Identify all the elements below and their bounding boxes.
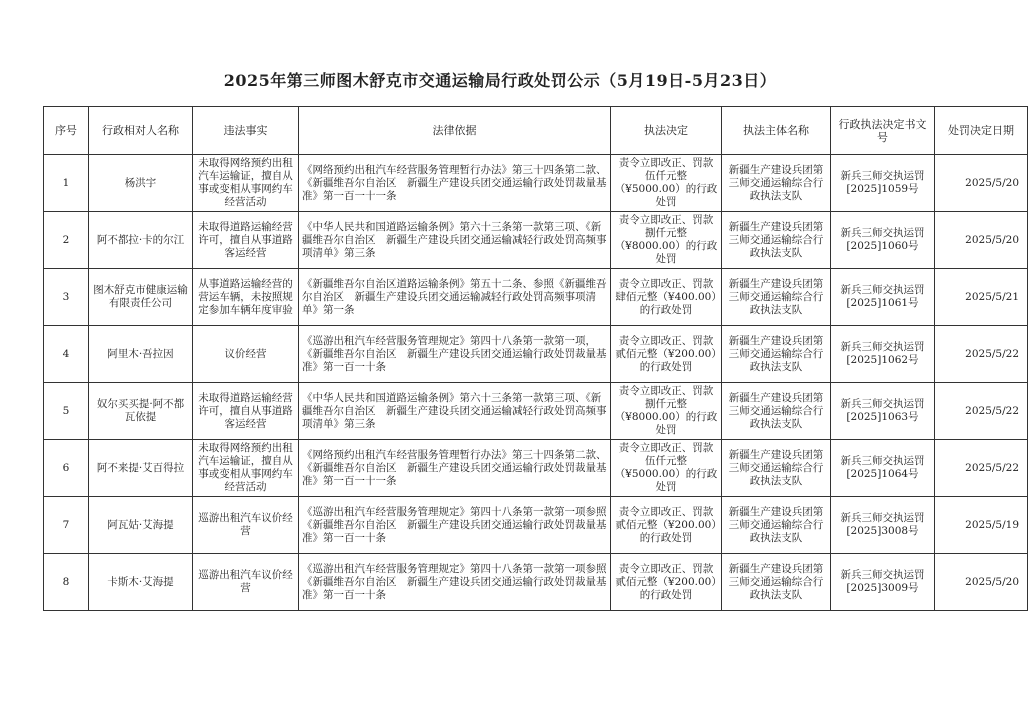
cell-party: 杨洪宇 bbox=[89, 155, 193, 212]
cell-legal-basis: 《网络预约出租汽车经营服务管理暂行办法》第三十四条第二款、《新疆维吾尔自治区 新疆生产建设兵团交通运输行政处罚裁量基准》第一百一十一条 bbox=[299, 155, 611, 212]
cell-date: 2025/5/21 bbox=[935, 269, 1028, 326]
penalty-table bbox=[43, 106, 1028, 611]
cell-legal-basis: 《中华人民共和国道路运输条例》第六十三条第一款第三项、《新疆维吾尔自治区 新疆生产建设兵团交通运输减轻行政处罚高频事项清单》第三条 bbox=[299, 212, 611, 269]
cell-legal-basis: 《巡游出租汽车经营服务管理规定》第四十八条第一款第一项参照《新疆维吾尔自治区 新疆生产建设兵团交通运输行政处罚裁量基准》第一百一十条 bbox=[299, 497, 611, 554]
cell-party: 奴尔买买提·阿不都瓦依提 bbox=[89, 383, 193, 440]
cell-doc-number: 新兵三师交执运罚[2025]1059号 bbox=[831, 155, 935, 212]
cell-index: 8 bbox=[44, 554, 89, 611]
header-cell-date: 处罚决定日期 bbox=[935, 107, 1028, 155]
cell-violation: 未取得道路运输经营许可，擅自从事道路客运经营 bbox=[193, 212, 299, 269]
table-row bbox=[44, 554, 1028, 611]
table-header-row bbox=[44, 107, 1028, 155]
cell-party: 阿瓦姑·艾海提 bbox=[89, 497, 193, 554]
cell-decision: 责令立即改正、罚款肆佰元整（¥400.00）的行政处罚 bbox=[611, 269, 722, 326]
cell-decision: 责令立即改正、罚款伍仟元整（¥5000.00）的行政处罚 bbox=[611, 155, 722, 212]
cell-party: 阿不来提·艾百得拉 bbox=[89, 440, 193, 497]
cell-decision: 责令立即改正、罚款贰佰元整（¥200.00）的行政处罚 bbox=[611, 497, 722, 554]
cell-violation: 从事道路运输经营的营运车辆，未按照规定参加车辆年度审验 bbox=[193, 269, 299, 326]
cell-doc-number: 新兵三师交执运罚[2025]1063号 bbox=[831, 383, 935, 440]
header-cell-party: 行政相对人名称 bbox=[89, 107, 193, 155]
cell-legal-basis: 《巡游出租汽车经营服务管理规定》第四十八条第一款第一项参照《新疆维吾尔自治区 新疆生产建设兵团交通运输行政处罚裁量基准》第一百一十条 bbox=[299, 554, 611, 611]
cell-index: 1 bbox=[44, 155, 89, 212]
cell-decision: 责令立即改正、罚款捌仟元整（¥8000.00）的行政处罚 bbox=[611, 212, 722, 269]
cell-date: 2025/5/20 bbox=[935, 155, 1028, 212]
cell-party: 卡斯木·艾海提 bbox=[89, 554, 193, 611]
cell-legal-basis: 《中华人民共和国道路运输条例》第六十三条第一款第三项、《新疆维吾尔自治区 新疆生产建设兵团交通运输减轻行政处罚高频事项清单》第三条 bbox=[299, 383, 611, 440]
cell-decision: 责令立即改正、罚款捌仟元整（¥8000.00）的行政处罚 bbox=[611, 383, 722, 440]
page-title: 2025年第三师图木舒克市交通运输局行政处罚公示（5月19日-5月23日） bbox=[223, 71, 777, 90]
cell-index: 7 bbox=[44, 497, 89, 554]
cell-doc-number: 新兵三师交执运罚[2025]1064号 bbox=[831, 440, 935, 497]
header-cell-decision: 执法决定 bbox=[611, 107, 722, 155]
cell-index: 4 bbox=[44, 326, 89, 383]
cell-authority: 新疆生产建设兵团第三师交通运输综合行政执法支队 bbox=[722, 383, 831, 440]
cell-violation: 未取得道路运输经营许可，擅自从事道路客运经营 bbox=[193, 383, 299, 440]
cell-date: 2025/5/22 bbox=[935, 440, 1028, 497]
header-cell-legal-basis: 法律依据 bbox=[299, 107, 611, 155]
cell-index: 2 bbox=[44, 212, 89, 269]
cell-violation: 巡游出租汽车议价经营 bbox=[193, 554, 299, 611]
cell-party: 阿不都拉·卡的尔江 bbox=[89, 212, 193, 269]
cell-legal-basis: 《新疆维吾尔自治区道路运输条例》第五十二条、参照《新疆维吾尔自治区 新疆生产建设兵团交通运输减轻行政处罚高频事项清单》第一条 bbox=[299, 269, 611, 326]
cell-violation: 未取得网络预约出租汽车运输证，擅自从事或变相从事网约车经营活动 bbox=[193, 155, 299, 212]
cell-authority: 新疆生产建设兵团第三师交通运输综合行政执法支队 bbox=[722, 440, 831, 497]
cell-party: 图木舒克市健康运输有限责任公司 bbox=[89, 269, 193, 326]
table-row bbox=[44, 440, 1028, 497]
table-row bbox=[44, 269, 1028, 326]
cell-authority: 新疆生产建设兵团第三师交通运输综合行政执法支队 bbox=[722, 554, 831, 611]
cell-index: 5 bbox=[44, 383, 89, 440]
cell-violation: 议价经营 bbox=[193, 326, 299, 383]
table-row bbox=[44, 212, 1028, 269]
cell-decision: 责令立即改正、罚款贰佰元整（¥200.00）的行政处罚 bbox=[611, 326, 722, 383]
cell-date: 2025/5/19 bbox=[935, 497, 1028, 554]
cell-party: 阿里木·吾拉因 bbox=[89, 326, 193, 383]
cell-date: 2025/5/20 bbox=[935, 212, 1028, 269]
cell-legal-basis: 《网络预约出租汽车经营服务管理暂行办法》第三十四条第二款、《新疆维吾尔自治区 新疆生产建设兵团交通运输行政处罚裁量基准》第一百一十一条 bbox=[299, 440, 611, 497]
table-row bbox=[44, 326, 1028, 383]
cell-legal-basis: 《巡游出租汽车经营服务管理规定》第四十八条第一款第一项，《新疆维吾尔自治区 新疆生产建设兵团交通运输行政处罚裁量基准》第一百一十条 bbox=[299, 326, 611, 383]
cell-violation: 未取得网络预约出租汽车运输证，擅自从事或变相从事网约车经营活动 bbox=[193, 440, 299, 497]
cell-index: 6 bbox=[44, 440, 89, 497]
header-cell-index: 序号 bbox=[44, 107, 89, 155]
header-cell-violation: 违法事实 bbox=[193, 107, 299, 155]
cell-decision: 责令立即改正、罚款贰佰元整（¥200.00）的行政处罚 bbox=[611, 554, 722, 611]
cell-decision: 责令立即改正、罚款伍仟元整（¥5000.00）的行政处罚 bbox=[611, 440, 722, 497]
cell-authority: 新疆生产建设兵团第三师交通运输综合行政执法支队 bbox=[722, 212, 831, 269]
cell-authority: 新疆生产建设兵团第三师交通运输综合行政执法支队 bbox=[722, 155, 831, 212]
table-row bbox=[44, 497, 1028, 554]
table-row bbox=[44, 155, 1028, 212]
header-cell-authority: 执法主体名称 bbox=[722, 107, 831, 155]
cell-index: 3 bbox=[44, 269, 89, 326]
cell-date: 2025/5/22 bbox=[935, 326, 1028, 383]
header-cell-doc-number: 行政执法决定书文号 bbox=[831, 107, 935, 155]
cell-doc-number: 新兵三师交执运罚[2025]3008号 bbox=[831, 497, 935, 554]
cell-authority: 新疆生产建设兵团第三师交通运输综合行政执法支队 bbox=[722, 269, 831, 326]
table-row bbox=[44, 383, 1028, 440]
cell-doc-number: 新兵三师交执运罚[2025]1062号 bbox=[831, 326, 935, 383]
cell-doc-number: 新兵三师交执运罚[2025]1061号 bbox=[831, 269, 935, 326]
cell-doc-number: 新兵三师交执运罚[2025]1060号 bbox=[831, 212, 935, 269]
cell-authority: 新疆生产建设兵团第三师交通运输综合行政执法支队 bbox=[722, 497, 831, 554]
cell-date: 2025/5/20 bbox=[935, 554, 1028, 611]
cell-doc-number: 新兵三师交执运罚[2025]3009号 bbox=[831, 554, 935, 611]
cell-authority: 新疆生产建设兵团第三师交通运输综合行政执法支队 bbox=[722, 326, 831, 383]
cell-date: 2025/5/22 bbox=[935, 383, 1028, 440]
cell-violation: 巡游出租汽车议价经营 bbox=[193, 497, 299, 554]
